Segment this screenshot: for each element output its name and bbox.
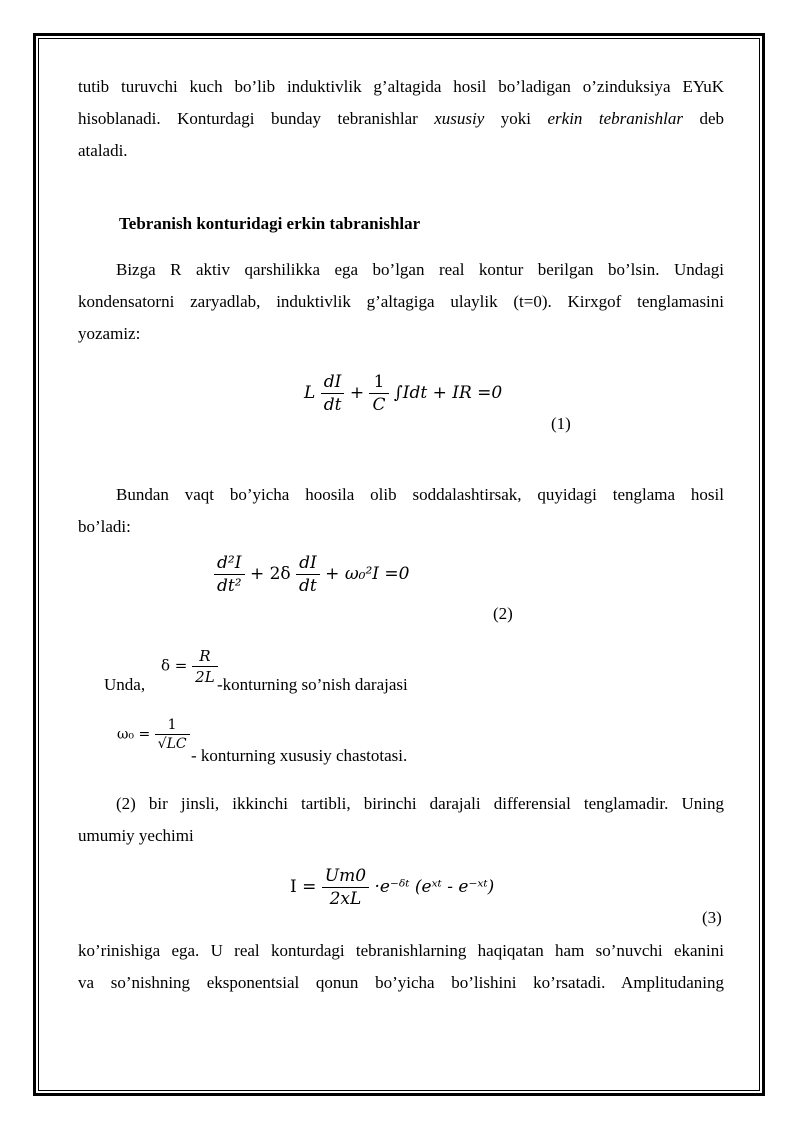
p1-line-1: tutib turuvchi kuch bo’lib induktivlik g’altagida hosil bo’ladigan o’zinduksiya EYuK [78,77,724,96]
p3-line-2: bo’ladi: [78,517,131,536]
p2-line-3: yozamiz: [78,324,141,343]
omega-description: - konturning xususiy chastotasi. [191,746,408,765]
equation-2: $\frac{\text{d²I}}{\text{dt²}}$ + 2δ $\frac{dI}{dt}$ + ω₀²I =0 [214,553,410,596]
p2-line-2: kondensatorni zaryadlab, induktivlik g’altagiga ulaylik (t=0). Kirxgof tenglamasini [78,292,724,311]
unda-label: Unda, [104,675,146,694]
paragraph-2 [78,254,724,350]
paragraph-1 [78,71,724,167]
paragraph-4 [78,788,724,852]
paragraph-5 [78,935,724,999]
equation-2-number: (2) [493,604,513,623]
p1-line-2: hisoblanadi. Konturdagi bunday tebranishlar xususiy yoki erkin tebranishlar deb [78,109,724,128]
p3-line-1: Bundan vaqt bo’yicha hoosila olib soddalashtirsak, quyidagi tenglama hosil [116,485,724,504]
equation-1-number: (1) [551,414,571,433]
equation-3: I = $\frac{Um0}{2xL}$ ·e⁻ᵟᵗ (eˣᵗ - e⁻ˣᵗ) [290,866,495,909]
delta-formula: δ = $\frac{R}{2L}$ [161,647,218,686]
p4-line-2: umumiy yechimi [78,826,194,845]
p5-line-2: va so’nishning eksponentsial qonun bo’yicha bo’lishini ko’rsatadi. Amplitudaning [78,973,724,992]
omega-formula: ω₀ = $\frac{1}{√LC}$ [117,717,190,752]
delta-description: -konturning so’nish darajasi [217,675,408,694]
paragraph-3 [78,479,724,543]
term-erkin-tebranishlar: erkin tebranishlar [547,109,683,128]
equation-1: L $\frac{dI}{dt}$ + $\frac{1}{C}$ ∫Idt + IR =0 [304,372,503,415]
p4-line-1: (2) bir jinsli, ikkinchi tartibli, birinchi darajali differensial tenglamadir. Uning [116,794,724,813]
term-xususiy: xususiy [434,109,485,128]
p1-line-3: ataladi. [78,141,128,160]
equation-3-number: (3) [702,908,722,927]
section-heading: Tebranish konturidagi erkin tabranishlar [119,214,421,233]
p5-line-1: ko’rinishiga ega. U real konturdagi tebranishlarning haqiqatan ham so’nuvchi ekanini [78,941,724,960]
p2-line-1: Bizga R aktiv qarshilikka ega bo’lgan real kontur berilgan bo’lsin. Undagi [116,260,724,279]
